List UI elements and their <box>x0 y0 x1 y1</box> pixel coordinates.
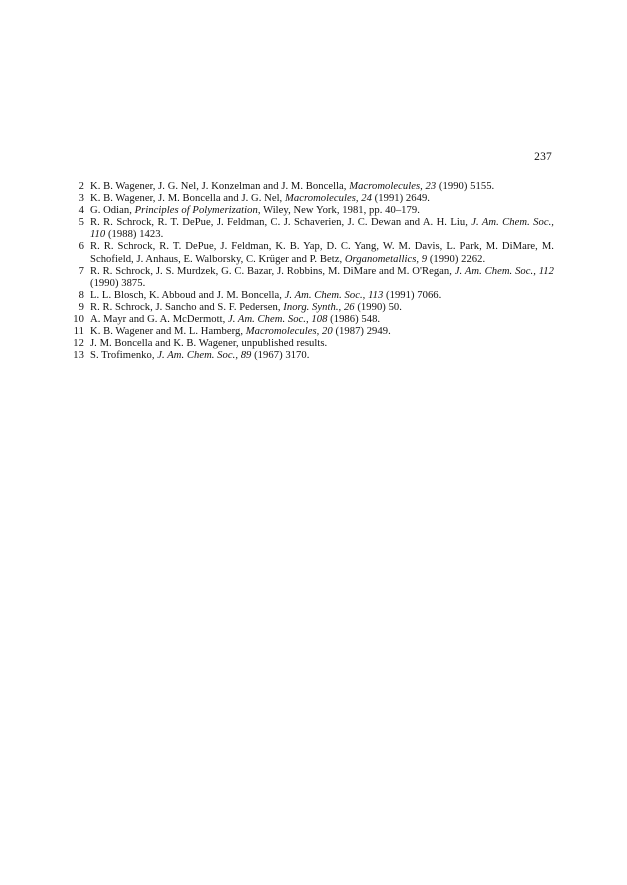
reference-citation-italic: J. Am. Chem. Soc., 89 <box>157 350 252 362</box>
reference-text-segment: (1988) 1423. <box>105 229 164 241</box>
reference-number: 6 <box>78 241 84 253</box>
reference-text-segment: R. R. Schrock, R. T. DePue, J. Feldman, C. J. Schaverien, J. C. Dewan and A. H. Liu, <box>90 217 472 229</box>
reference-text-segment: L. L. Blosch, K. Abboud and J. M. Boncella, <box>90 289 285 301</box>
reference-text <box>90 314 380 325</box>
reference-number: 8 <box>78 289 84 301</box>
reference-number: 12 <box>73 338 84 350</box>
reference-text-segment: (1991) 7066. <box>383 289 442 301</box>
reference-text-segment: (1986) 548. <box>327 314 381 326</box>
reference-number: 3 <box>78 193 84 205</box>
reference-number: 11 <box>73 326 84 338</box>
reference-item <box>76 193 554 205</box>
reference-number: 5 <box>78 217 84 229</box>
reference-item <box>76 266 554 290</box>
reference-citation-italic: Inorg. Synth., 26 <box>283 301 355 313</box>
reference-text-segment: (1987) 2949. <box>332 326 391 338</box>
reference-citation-italic: Macromolecules, 23 <box>349 181 437 192</box>
reference-text <box>90 217 554 240</box>
reference-text <box>90 326 391 337</box>
reference-text-segment: K. B. Wagener, J. M. Boncella and J. G. Nel, <box>90 193 285 205</box>
reference-text-segment: S. Trofimenko, <box>90 350 158 362</box>
reference-text <box>90 338 327 349</box>
reference-item <box>76 241 554 265</box>
reference-item <box>76 181 554 193</box>
reference-list <box>73 181 554 362</box>
reference-text <box>90 350 309 361</box>
reference-number: 9 <box>78 301 84 313</box>
reference-text <box>90 290 441 301</box>
reference-item <box>76 290 554 302</box>
reference-text-segment: (1990) 5155. <box>436 181 495 192</box>
reference-item <box>73 338 554 350</box>
reference-text-segment: J. M. Boncella and K. B. Wagener, unpublished results. <box>90 338 328 350</box>
reference-number: 4 <box>78 205 84 217</box>
reference-number: 7 <box>78 265 84 277</box>
reference-text-segment: (1990) 50. <box>354 301 402 313</box>
reference-item <box>76 205 554 217</box>
reference-item <box>73 314 554 326</box>
reference-text <box>90 266 554 289</box>
reference-citation-italic: Macromolecules, 20 <box>245 326 333 338</box>
reference-text <box>90 205 420 216</box>
reference-text-segment: K. B. Wagener, J. G. Nel, J. Konzelman and J. M. Boncella, <box>90 181 350 192</box>
reference-citation-italic: Organometallics, 9 <box>344 253 428 265</box>
reference-number: 10 <box>73 314 84 326</box>
reference-text-segment: (1990) 2262. <box>427 253 486 265</box>
reference-text-segment: R. R. Schrock, R. T. DePue, J. Feldman, K. B. Yap, D. C. Yang, W. M. Davis, L. Park, M. DiMare, M. Schofield, J. Anhaus, E. Walborsky, C. Krüger and P. Betz, <box>90 241 554 265</box>
reference-item <box>76 217 554 241</box>
reference-citation-italic: J. Am. Chem. Soc., 112 <box>454 265 554 277</box>
reference-item <box>76 302 554 314</box>
page-number: 237 <box>534 151 552 163</box>
reference-text-segment: R. R. Schrock, J. Sancho and S. F. Pedersen, <box>90 301 284 313</box>
reference-text-segment: , Wiley, New York, 1981, pp. 40–179. <box>257 205 420 217</box>
reference-text <box>90 302 402 313</box>
reference-text <box>90 181 494 192</box>
reference-text <box>90 241 554 264</box>
reference-text-segment: G. Odian, <box>90 205 135 217</box>
reference-number: 2 <box>78 181 84 192</box>
reference-number: 13 <box>73 350 84 362</box>
reference-citation-italic: J. Am. Chem. Soc., 110 <box>90 217 554 241</box>
reference-item <box>73 350 554 362</box>
reference-text-segment: (1990) 3875. <box>90 277 146 289</box>
reference-text-segment: K. B. Wagener and M. L. Hamberg, <box>90 326 246 338</box>
reference-text-segment: A. Mayr and G. A. McDermott, <box>90 314 228 326</box>
reference-citation-italic: J. Am. Chem. Soc., 108 <box>227 314 328 326</box>
reference-item <box>73 326 554 338</box>
reference-citation-italic: Macromolecules, 24 <box>284 193 372 205</box>
reference-text-segment: (1967) 3170. <box>251 350 310 362</box>
reference-citation-italic: J. Am. Chem. Soc., 113 <box>284 289 384 301</box>
reference-text-segment: (1991) 2649. <box>371 193 430 205</box>
reference-text-segment: R. R. Schrock, J. S. Murdzek, G. C. Bazar, J. Robbins, M. DiMare and M. O'Regan, <box>90 265 455 277</box>
reference-text <box>90 193 430 204</box>
reference-citation-italic: Principles of Polymerization <box>134 205 258 217</box>
